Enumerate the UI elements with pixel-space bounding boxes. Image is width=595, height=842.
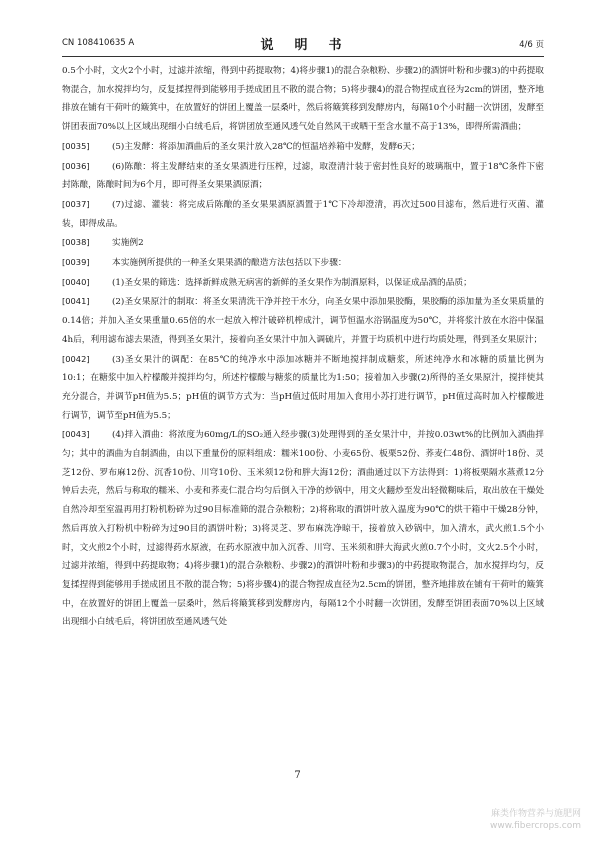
numbered-paragraph	[62, 137, 544, 157]
numbered-paragraph	[62, 233, 544, 253]
paragraph-text: (3)圣女果汁的调配：在85℃的纯净水中添加冰糖并不断地搅拌制成糖浆，所述纯净水和冰糖的质量比例为10:1；在糖浆中加入柠檬酸并搅拌均匀，所述柠檬酸与糖浆的质量比为1:50；接着加入步骤(2)所得的圣女果原汁，搅拌使其充分混合，并调节pH值为5.5；pH值的调节方式为：当pH值过低时用加入食用小苏打进行调节，pH值过高时加入柠檬酸进行调节，调节至pH值为5.5；	[62, 354, 544, 421]
watermark-line-2: www.fibercrops.com	[490, 821, 581, 831]
paragraph-text: (5)主发酵：将添加酒曲后的圣女果汁放入28℃的恒温培养箱中发酵，发酵6天；	[112, 141, 420, 152]
page-info: 4/6 页	[519, 40, 544, 50]
numbered-paragraph	[62, 195, 544, 233]
paragraph-number: [0043]	[62, 429, 90, 440]
watermark	[490, 808, 581, 832]
paragraph-number: [0041]	[62, 296, 90, 307]
page-number: 7	[294, 770, 301, 781]
numbered-paragraph	[62, 253, 544, 273]
numbered-paragraph	[62, 157, 544, 195]
watermark-line-1: 麻类作物营养与施肥网	[490, 809, 581, 819]
paragraph-text: (6)陈酿：将主发酵结束的圣女果酒进行压榨，过滤，取澄清汁装于密封性良好的玻璃瓶中，置于18℃条件下密封陈酿，陈酿时间为6个月，即可得圣女果果酒原酒；	[62, 161, 544, 191]
publication-number: CN 108410635 A	[62, 38, 135, 48]
paragraph-number: [0036]	[62, 160, 90, 171]
paragraph-number: [0039]	[62, 257, 90, 268]
paragraph-text: (1)圣女果的筛选：选择新鲜成熟无病害的新鲜的圣女果作为制酒原料，以保证成品酒的品质；	[112, 277, 472, 288]
paragraph-list	[62, 137, 544, 632]
numbered-paragraph	[62, 273, 544, 293]
numbered-paragraph	[62, 350, 544, 426]
paragraph-number: [0038]	[62, 237, 90, 248]
paragraph-text: 0.5个小时，文火2个小时，过滤并浓缩，得到中药提取物；4)将步骤1)的混合杂粮粉、步骤2)的酒饼叶粉和步骤3)的中药提取物混合，加水搅拌均匀，反复揉捏得到能够用手搓成团且不散的混合物；5)将步骤4)的混合物捏成直径为2cm的饼团，整齐地排放在铺有干荷叶的簸箕中，在放置好的饼团上覆盖一层桑叶，然后将簸箕移到发酵房内，每隔10个小时翻一次饼团，发酵至饼团表面70%以上区域出现细小白绒毛后，将饼团放至通风透气处自然风干或晒干至含水量不高于13%，即得所需酒曲；	[62, 66, 544, 133]
numbered-paragraph	[62, 425, 544, 632]
document-body	[62, 62, 544, 632]
paragraph-text: (7)过滤、灌装：将完成后陈酿的圣女果果酒原酒置于1℃下冷却澄清，再次过500目滤布，然后进行灭菌、灌装，即得成品。	[62, 199, 544, 229]
paragraph-text: (4)拌入酒曲：将浓度为60mg/L的SO₂通入经步骤(3)处理得到的圣女果汁中，并按0.03wt%的比例加入酒曲拌匀；其中的酒曲为自制酒曲，由以下重量份的原料组成：糯米100份、小麦65份、板栗52份、荞麦仁48份、酒饼叶18份、灵芝12份、罗布麻12份、沉香10份、川穹10份、玉米须12份和胖大海12份；酒曲通过以下方法得到：1)将板栗隔水蒸煮12分钟后去壳，然后与称取的糯米、小麦和荞麦仁混合均匀后倒入干净的炒锅中，用文火翻炒至发出轻微糊味后，取出放在干燥处自然冷却至室温再用打粉机粉碎为过90目标准筛的混合杂粮粉；2)将称取的酒饼叶放入温度为90℃的烘干箱中干燥28分钟，然后再放入打粉机中粉碎为过90目的酒饼叶粉；3)将灵芝、罗布麻洗净晾干，接着放入砂锅中，加入清水，武火煎1.5个小时，文火煎2个小时，过滤得药水原液，在药水原液中加入沉香、川穹、玉米须和胖大海武火煎0.7个小时，文火2.5个小时，过滤并浓缩，得到中药提取物；4)将步骤1)的混合杂粮粉、步骤2)的酒饼叶粉和步骤3)的中药提取物混合，加水搅拌均匀，反复揉捏得到能够用手搓成团且不散的混合物；5)将步骤4)的混合物捏成直径为2.5cm的饼团，整齐地排放在铺有干荷叶的簸箕中，在放置好的饼团上覆盖一层桑叶，然后将簸箕移到发酵房内，每隔12个小时翻一次饼团，发酵至饼团表面70%以上区域出现细小白绒毛后，将饼团放至通风透气处	[62, 430, 544, 628]
paragraph-text: 实施例2	[112, 238, 144, 249]
paragraph-number: [0035]	[62, 140, 90, 151]
paragraph-text: (2)圣女果原汁的制取：将圣女果清洗干净并控干水分，向圣女果中添加果胶酶，果胶酶的添加量为圣女果质量的0.14倍；并加入圣女果重量0.65倍的水一起放入榨汁破碎机榨成汁，调节恒温水浴锅温度为50℃，并将浆汁放在水浴中保温4h后，利用滤布滤去果渣，得到圣女果汁，接着向圣女果汁中加入调硫片，并置于均质机中进行均质处理，得到圣女果原汁；	[62, 297, 544, 345]
page-header	[62, 34, 544, 52]
document-title: 说 明 书	[260, 38, 346, 53]
numbered-paragraph	[62, 292, 544, 349]
paragraph-number: [0037]	[62, 198, 90, 209]
paragraph-number: [0040]	[62, 276, 90, 287]
continuation-paragraph	[62, 62, 544, 137]
paragraph-text: 本实施例所提供的一种圣女果果酒的酿造方法包括以下步骤：	[112, 258, 347, 269]
paragraph-number: [0042]	[62, 353, 90, 364]
header-rule	[62, 56, 544, 57]
